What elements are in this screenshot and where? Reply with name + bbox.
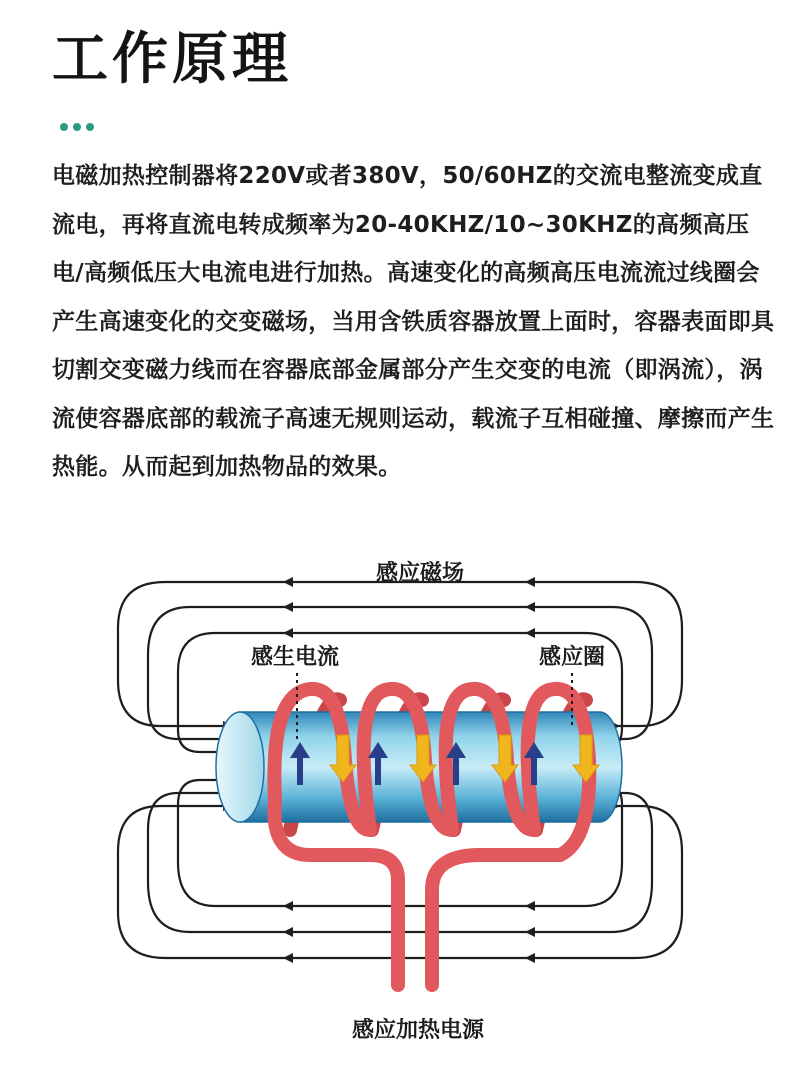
accent-dot [86,123,94,131]
coil-lead-right [432,855,560,985]
label-induced-current: 感生电流 [250,645,340,670]
field-arrow [525,577,535,587]
field-arrow [283,577,293,587]
accent-dot [60,123,68,131]
field-arrow [525,901,535,911]
description-paragraph: 电磁加热控制器将220V或者380V，50/60HZ的交流电整流变成直流电，再将直流电转成频率为20-40KHZ/10~30KHZ的高频高压电/高频低压大电流电进行加热。高速变化的高频高压电流流过线圈会产生高速变化的交变磁场，当用含铁质容器放置上面时，容器表面即具切割交变磁力线而在容器底部金属部分产生交变的电流（即涡流），涡流使容器底部的载流子高速无规则运动，载流子互相碰撞、摩擦而产生热能。从而起到加热物品的效果。 [52,163,775,480]
title-accent-dots [60,123,94,131]
field-arrow [525,927,535,937]
page-title: 工作原理 [52,27,292,92]
label-induction-coil: 感应圈 [538,645,606,670]
field-arrow [525,602,535,612]
field-arrow [283,953,293,963]
field-arrow [283,602,293,612]
label-power-source: 感应加热电源 [351,1018,485,1043]
induction-heating-diagram [0,540,790,1085]
accent-dot [73,123,81,131]
field-arrow [283,901,293,911]
label-magnetic-field: 感应磁场 [375,561,465,586]
field-arrow [283,927,293,937]
field-arrow [283,628,293,638]
field-arrow [525,953,535,963]
field-arrow [525,628,535,638]
